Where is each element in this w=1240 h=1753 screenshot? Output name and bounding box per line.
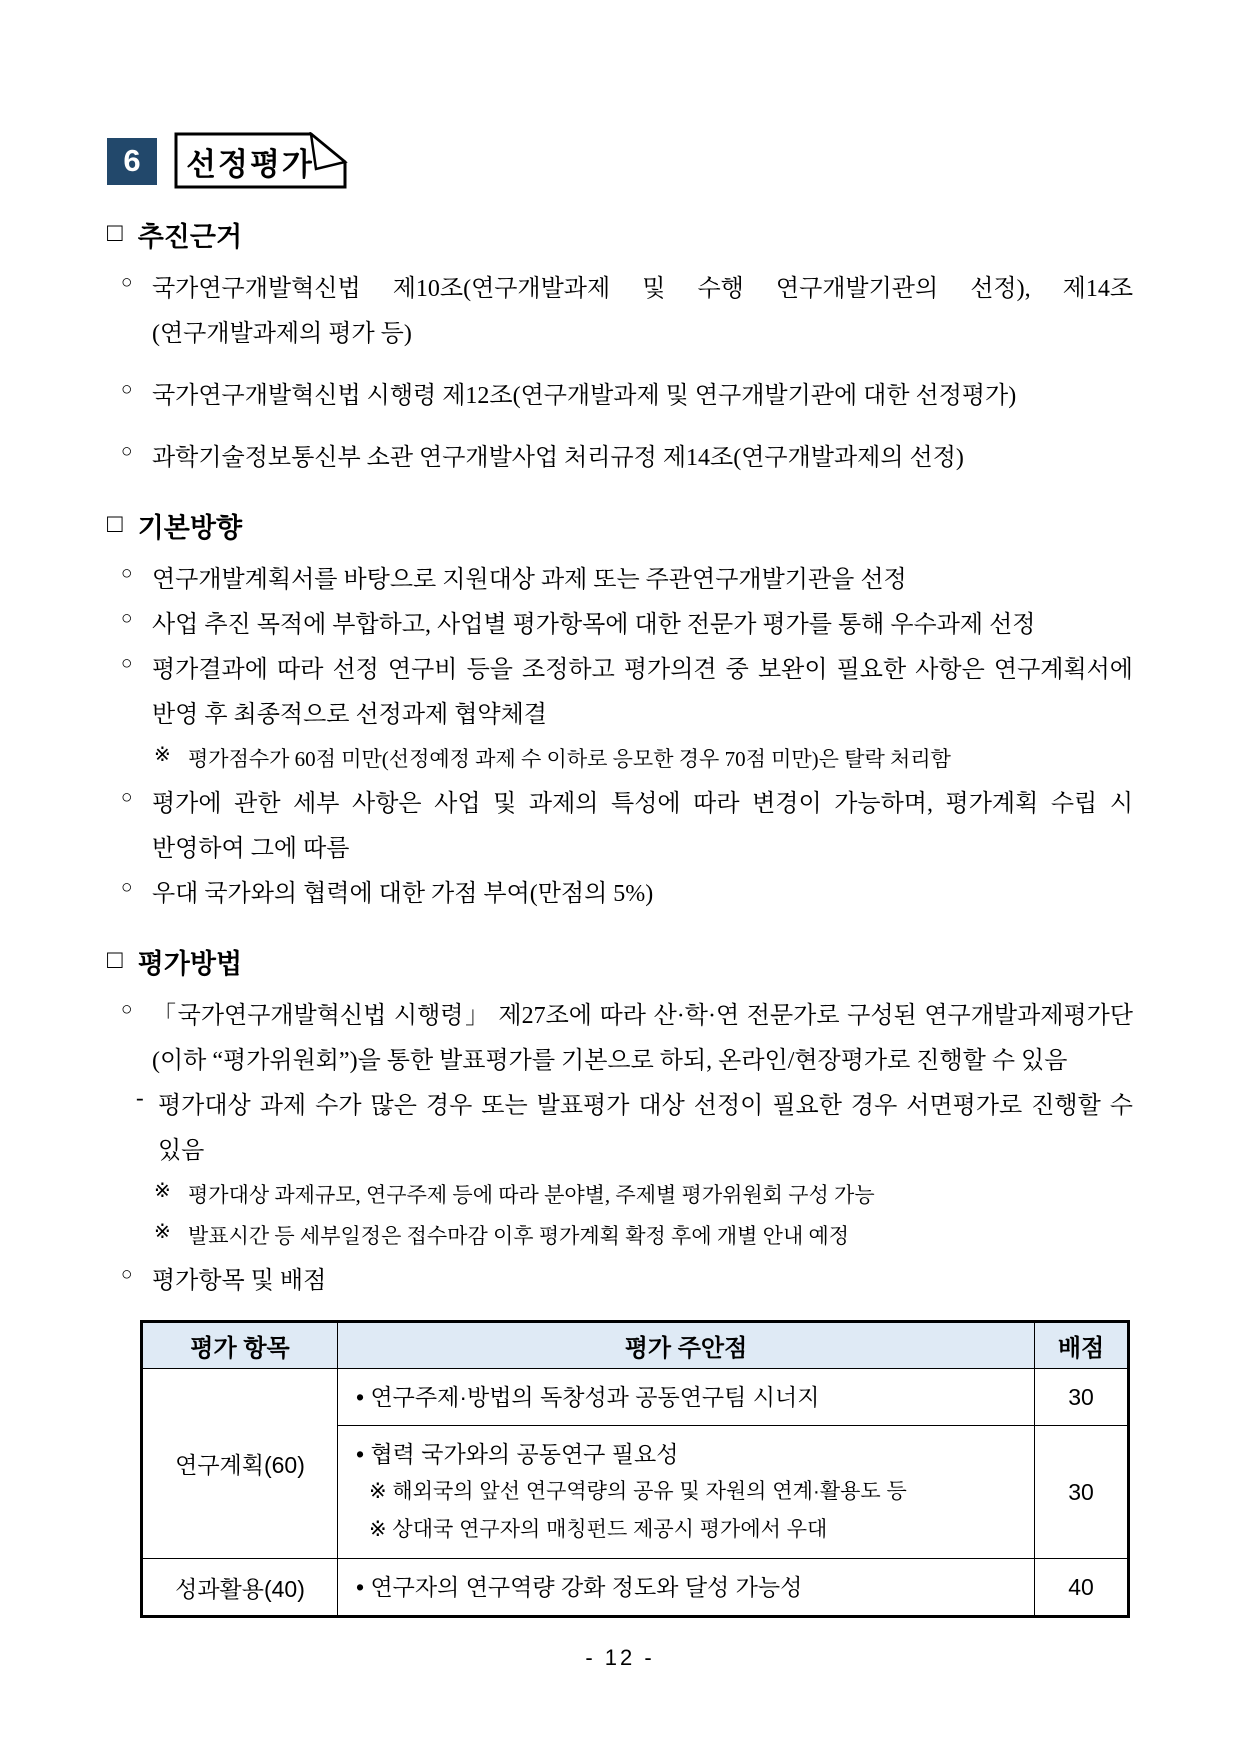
eval-focus-cell [338, 1369, 1035, 1426]
list-item [107, 994, 1133, 1084]
score-cell: 30 [1035, 1369, 1129, 1426]
footnote-text: 발표시간 등 세부일정은 접수마감 이후 평가계획 확정 후에 개별 안내 예정 [188, 1224, 850, 1248]
circle-bullet-icon: ○ [121, 563, 133, 584]
reference-mark-icon: ※ [154, 1221, 171, 1243]
list-item [107, 267, 1133, 357]
list-item-text: 우대 국가와의 협력에 대한 가점 부여(만점의 5%) [152, 881, 654, 907]
circle-bullet-icon: ○ [121, 787, 133, 808]
section-promotion-basis [107, 215, 1133, 481]
eval-focus-cell [338, 1559, 1035, 1617]
circle-bullet-icon: ○ [121, 653, 133, 674]
list-item-text: 과학기술정보통신부 소관 연구개발사업 처리규정 제14조(연구개발과제의 선정) [152, 445, 964, 471]
focus-line: • 협력 국가와의 공동연구 필요성 [356, 1441, 679, 1467]
list-item-text: 평가결과에 따라 선정 연구비 등을 조정하고 평가의견 중 보완이 필요한 사항은 연구계획서에 반영 후 최종적으로 선정과제 협약체결 [152, 657, 1133, 728]
circle-bullet-icon: ○ [121, 1264, 133, 1285]
list-item-text: 「국가연구개발혁신법 시행령」 제27조에 따라 산·학·연 전문가로 구성된 연구개발과제평가단(이하 “평가위원회”)을 통한 발표평가를 기본으로 하되, 온라인/현장평가로 진행할 수 있음 [152, 1003, 1133, 1074]
square-marker-icon: □ [107, 944, 123, 974]
section-heading [107, 942, 1133, 981]
page-title: 선정평가 [186, 146, 314, 182]
focus-subline: ※ 해외국의 앞선 연구역량의 공유 및 자원의 연계·활용도 등 [369, 1480, 907, 1503]
focus-subline: ※ 상대국 연구자의 매칭펀드 제공시 평가에서 우대 [369, 1518, 828, 1541]
circle-bullet-icon: ○ [121, 877, 133, 898]
section-title-box [174, 132, 348, 190]
col-header-eval-focus: 평가 주안점 [338, 1322, 1035, 1369]
table-row [142, 1559, 1129, 1617]
footnote-item [107, 1218, 1133, 1255]
eval-category-cell: 성과활용(40) [142, 1559, 338, 1617]
list-item [107, 374, 1133, 419]
page-number: - 12 - [585, 1645, 655, 1670]
eval-focus-cell [338, 1426, 1035, 1559]
circle-bullet-icon: ○ [121, 379, 133, 400]
table-row [142, 1369, 1129, 1426]
section-evaluation-method [107, 942, 1133, 1304]
square-marker-icon: □ [107, 508, 123, 538]
section-heading [107, 506, 1133, 545]
circle-bullet-icon: ○ [121, 999, 133, 1020]
list-item [107, 782, 1133, 872]
sub-list-item-text: 평가대상 과제 수가 많은 경우 또는 발표평가 대상 선정이 필요한 경우 서면평가로 진행할 수 있음 [158, 1093, 1133, 1164]
section-basic-direction [107, 506, 1133, 917]
section-title: 추진근거 [137, 222, 243, 252]
list-item-text: 국가연구개발혁신법 제10조(연구개발과제 및 수행 연구개발기관의 선정), 제14조(연구개발과제의 평가 등) [152, 276, 1133, 347]
focus-line: • 연구자의 연구역량 강화 정도와 달성 가능성 [356, 1574, 803, 1600]
square-marker-icon: □ [107, 217, 123, 247]
list-item-text: 평가에 관한 세부 사항은 사업 및 과제의 특성에 따라 변경이 가능하며, 평가계획 수립 시 반영하여 그에 따름 [152, 791, 1134, 862]
circle-bullet-icon: ○ [121, 441, 133, 462]
list-item-text: 평가항목 및 배점 [152, 1268, 327, 1294]
list-item [107, 1259, 1133, 1304]
list-item [107, 648, 1133, 738]
col-header-eval-item: 평가 항목 [142, 1322, 338, 1369]
list-item [107, 558, 1133, 603]
section-number-badge: 6 [107, 138, 157, 185]
focus-line: • 연구주제·방법의 독창성과 공동연구팀 시너지 [356, 1384, 820, 1410]
footnote-text: 평가대상 과제규모, 연구주제 등에 따라 분야별, 주제별 평가위원회 구성 가능 [188, 1183, 875, 1207]
list-item [107, 872, 1133, 917]
list-item-text: 사업 추진 목적에 부합하고, 사업별 평가항목에 대한 전문가 평가를 통해 우수과제 선정 [152, 612, 1036, 638]
list-item-text: 국가연구개발혁신법 시행령 제12조(연구개발과제 및 연구개발기관에 대한 선정평가) [152, 383, 1017, 409]
reference-mark-icon: ※ [154, 744, 171, 766]
evaluation-criteria-table [140, 1320, 1130, 1618]
score-cell: 40 [1035, 1559, 1129, 1617]
eval-category-cell: 연구계획(60) [142, 1369, 338, 1559]
footnote-item [107, 741, 1133, 778]
dash-bullet-icon: - [136, 1085, 144, 1110]
footnote-text: 평가점수가 60점 미만(선정예정 과제 수 이하로 응모한 경우 70점 미만)은 탈락 처리함 [188, 747, 951, 771]
footnote-item [107, 1177, 1133, 1214]
reference-mark-icon: ※ [154, 1180, 171, 1202]
list-item-text: 연구개발계획서를 바탕으로 지원대상 과제 또는 주관연구개발기관을 선정 [152, 567, 907, 593]
sub-list-item [107, 1084, 1133, 1174]
list-item [107, 603, 1133, 648]
section-title: 평가방법 [137, 949, 243, 979]
circle-bullet-icon: ○ [121, 608, 133, 629]
circle-bullet-icon: ○ [121, 272, 133, 293]
score-cell: 30 [1035, 1426, 1129, 1559]
section-title: 기본방향 [137, 513, 243, 543]
section-heading [107, 215, 1133, 254]
list-item [107, 436, 1133, 481]
col-header-score: 배점 [1035, 1322, 1129, 1369]
section-banner [107, 132, 1133, 190]
table-header-row [142, 1322, 1129, 1369]
